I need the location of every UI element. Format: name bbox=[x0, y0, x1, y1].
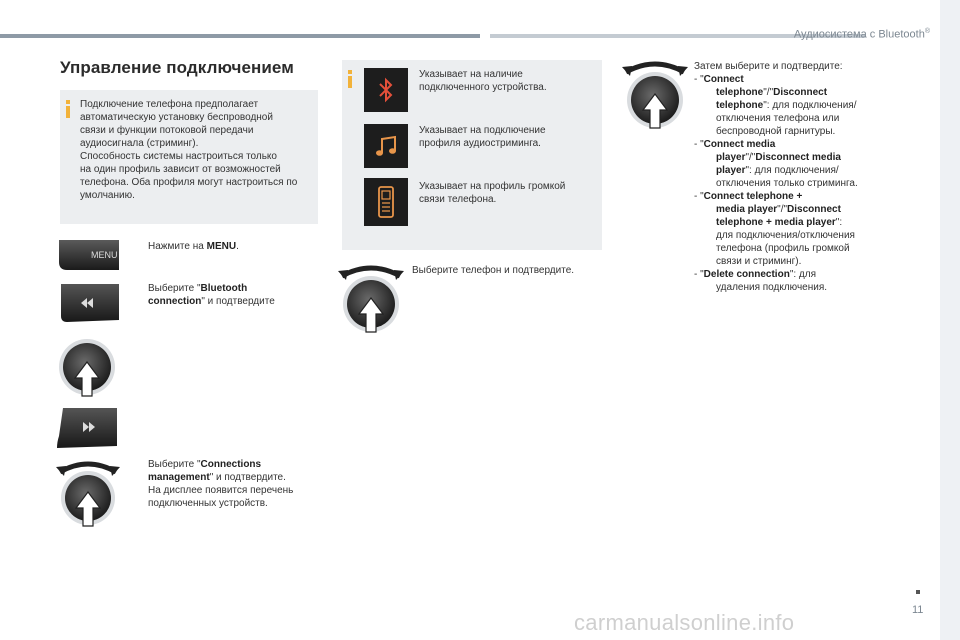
intro-line: телефона. Оба профиля могут настроиться по bbox=[80, 177, 298, 188]
page-title: Управление подключением bbox=[60, 58, 294, 77]
intro-line: аудиосигнала (стриминг). bbox=[80, 138, 199, 149]
music-note-icon bbox=[364, 124, 408, 168]
rotary-knob-rotate[interactable] bbox=[56, 458, 120, 530]
knob-rotate-press-icon bbox=[338, 262, 404, 336]
knob-rotate-press-icon bbox=[622, 58, 688, 132]
intro-line: связи и функции потоковой передачи bbox=[80, 125, 254, 136]
page-marker bbox=[916, 590, 920, 594]
intro-line: автоматическую установку беспроводной bbox=[80, 112, 273, 123]
intro-line: на один профиль зависит от возможностей bbox=[80, 164, 281, 175]
rewind-button[interactable] bbox=[57, 282, 121, 324]
intro-line: Подключение телефона предполагает bbox=[80, 99, 259, 110]
watermark: carmanualsonline.info bbox=[574, 610, 795, 635]
intro-line: умолчанию. bbox=[80, 190, 135, 201]
forward-button[interactable] bbox=[55, 406, 119, 450]
status-icons-box bbox=[342, 60, 602, 250]
action-item-telephone-media: - "Connect telephone + media player"/"Disconnect telephone + media player": для подключения/отключения телефона (профиль громкой связи и стриминг). bbox=[694, 191, 855, 267]
step-connections-text: Выберите "Connections management" и подтвердите. На дисплее появится перечень подключенных устройств. bbox=[148, 459, 294, 509]
status-item-bluetooth: Указывает на наличие подключенного устройства. bbox=[419, 69, 547, 93]
rotary-knob-select-phone[interactable] bbox=[338, 262, 404, 336]
page-side-strip bbox=[940, 0, 960, 640]
status-item-handsfree: Указывает на профиль громкой связи телефона. bbox=[419, 181, 566, 205]
forward-icon bbox=[55, 406, 119, 450]
rewind-icon bbox=[57, 282, 121, 324]
status-item-audio: Указывает на подключение профиля аудиостриминга. bbox=[419, 125, 546, 149]
header-rule-left bbox=[0, 34, 480, 38]
step-select-phone-text: Выберите телефон и подтвердите. bbox=[412, 265, 575, 276]
knob-press-icon bbox=[58, 338, 118, 402]
rotary-knob-press[interactable] bbox=[58, 338, 118, 402]
step-menu-text: Нажмите на MENU. bbox=[148, 241, 239, 252]
action-list-intro: Затем выберите и подтвердите: bbox=[694, 61, 843, 72]
intro-line: Способность системы настроиться только bbox=[80, 151, 277, 162]
menu-button-label: MENU bbox=[91, 250, 118, 260]
action-item-media-player: - "Connect media player"/"Disconnect media player": для подключения/ отключения только стриминга. bbox=[694, 139, 858, 189]
rotary-knob-choose-action[interactable] bbox=[622, 58, 688, 132]
menu-button[interactable] bbox=[57, 238, 121, 272]
info-icon bbox=[66, 100, 70, 118]
section-title: Аудиосистема с Bluetooth® bbox=[793, 28, 930, 41]
info-icon bbox=[348, 70, 352, 88]
knob-rotate-press-icon bbox=[56, 458, 120, 530]
step-bluetooth-text: Выберите "Bluetooth connection" и подтвердите bbox=[148, 283, 275, 307]
action-item-delete: - "Delete connection": для удаления подключения. bbox=[694, 269, 828, 293]
action-item-telephone: - "Connect telephone"/"Disconnect telephone": для подключения/ отключения телефона или беспроводной гарнитуры. bbox=[694, 74, 857, 137]
phone-icon bbox=[364, 178, 408, 226]
intro-text bbox=[80, 98, 316, 202]
intro-info-box bbox=[60, 90, 318, 224]
action-list bbox=[694, 60, 904, 294]
page-number: 11 bbox=[912, 604, 924, 616]
bluetooth-icon bbox=[364, 68, 408, 112]
